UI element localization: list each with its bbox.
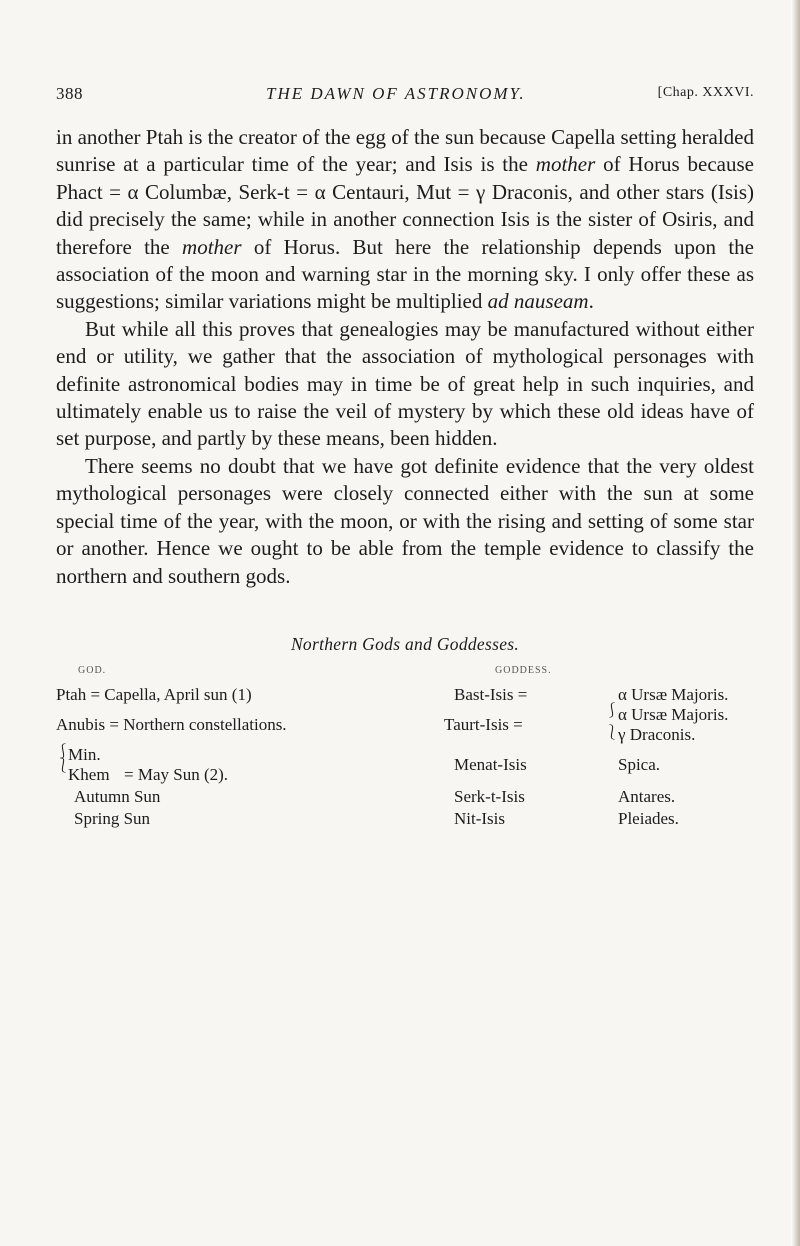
god-row-3b: Khem bbox=[68, 764, 110, 784]
left-brace-icon: ⎰ bbox=[56, 744, 70, 760]
book-page bbox=[56, 84, 754, 865]
god-row-4: Autumn Sun bbox=[74, 786, 161, 806]
goddess-star-5: Pleiades. bbox=[618, 808, 679, 828]
running-header bbox=[56, 84, 754, 108]
goddess-star-3: Spica. bbox=[618, 754, 661, 774]
goddess-row-1: Bast-Isis = bbox=[454, 684, 528, 704]
chapter-label: [Chap. XXXVI. bbox=[657, 85, 754, 100]
god-row-3a: Min. bbox=[68, 744, 101, 764]
book-spine-shadow bbox=[791, 0, 800, 1246]
paragraph-2: But while all this proves that genealogies may be manufactured without either end or utility, we gather that the association of mythological personages with definite astronomical bodies may in time be of great help in such inquiries, and ultimately enable us to raise the veil of mystery by which these old ideas have of set purpose, and partly by these means, been hidden. bbox=[56, 316, 754, 451]
god-row-5: Spring Sun bbox=[74, 808, 151, 828]
god-row-3c: = May Sun (2). bbox=[124, 764, 229, 784]
goddess-row-3: Menat-Isis bbox=[454, 754, 527, 774]
god-column-header: GOD. bbox=[78, 664, 107, 676]
goddess-row-4: Serk-t-Isis bbox=[454, 786, 525, 806]
running-title: THE DAWN OF ASTRONOMY. bbox=[266, 84, 526, 103]
goddess-column-header: GODDESS. bbox=[495, 664, 552, 676]
paragraph-1: in another Ptah is the creator of the egg of the sun because Capella setting heralded sunrise at a particular time of the year; and Isis is the mother of Horus because Phact = α Columbæ, Serk-t = α Centauri, Mut = γ Draconis, and other stars (Isis) did precisely the same; while in another connection Isis is the sister of Osiris, and therefore the mother of Horus. But here the relationship depends upon the association of the moon and warning star in the morning sky. I only offer these as suggestions; similar variations might be multiplied ad nauseam. bbox=[56, 125, 755, 314]
goddess-row-5: Nit-Isis bbox=[454, 808, 505, 828]
left-brace-lower-icon: ⎱ bbox=[56, 758, 70, 774]
body-text bbox=[56, 124, 754, 590]
paragraph-3: There seems no doubt that we have got definite evidence that the very oldest mythological personages were closely connected either with the sun at some special time of the year, with the moon, or with the rising and setting of some star or another. Hence we ought to be able from the temple evidence to classify the northern and southern gods. bbox=[56, 453, 754, 588]
goddess-row-2: Taurt-Isis = bbox=[444, 714, 523, 734]
god-row-2: Anubis = Northern constellations. bbox=[56, 714, 287, 734]
gods-table bbox=[56, 665, 754, 865]
god-row-1: Ptah = Capella, April sun (1) bbox=[56, 684, 252, 704]
goddess-star-4: Antares. bbox=[618, 786, 676, 806]
table-title: Northern Gods and Goddesses. bbox=[290, 633, 520, 654]
goddess-star-2b: γ Draconis. bbox=[618, 724, 696, 744]
right-brace-icon: ⎰ bbox=[605, 703, 619, 719]
goddess-star-1: α Ursæ Majoris. bbox=[618, 684, 729, 704]
right-brace-lower-icon: ⎱ bbox=[605, 725, 619, 741]
goddess-star-2a: α Ursæ Majoris. bbox=[618, 704, 729, 724]
page-number: 388 bbox=[56, 84, 83, 103]
